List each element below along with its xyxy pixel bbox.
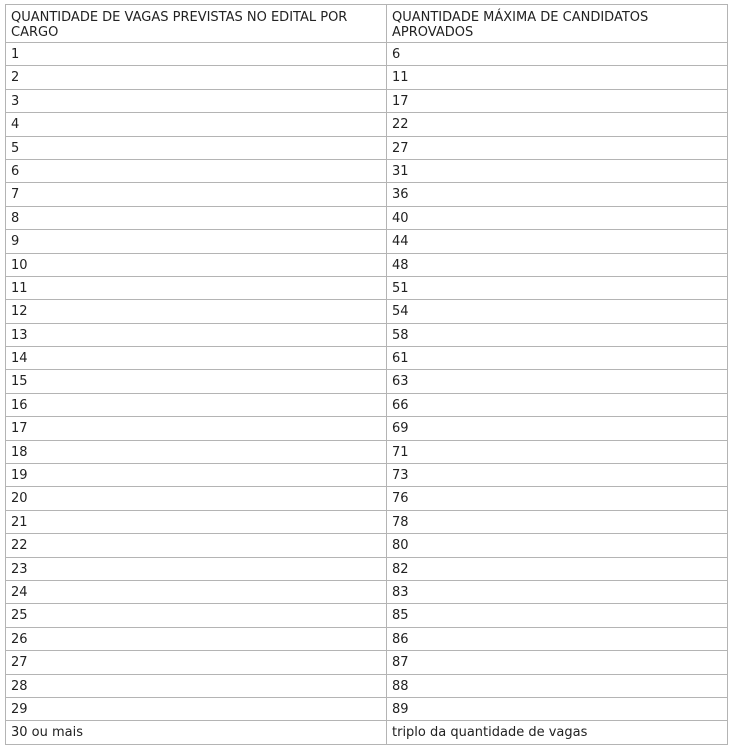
cell-vagas: 24 (6, 580, 387, 603)
table-row (6, 43, 728, 66)
cell-vagas: 29 (6, 697, 387, 720)
vagas-table (5, 4, 728, 745)
cell-vagas: 13 (6, 323, 387, 346)
table-row (6, 487, 728, 510)
cell-vagas: 16 (6, 393, 387, 416)
table-row (6, 136, 728, 159)
cell-vagas: 30 ou mais (6, 721, 387, 744)
cell-vagas: 3 (6, 89, 387, 112)
cell-vagas: 7 (6, 183, 387, 206)
cell-max-aprovados: 36 (387, 183, 728, 206)
cell-vagas: 19 (6, 464, 387, 487)
table-row (6, 651, 728, 674)
cell-max-aprovados: 89 (387, 697, 728, 720)
table-row (6, 113, 728, 136)
table-row (6, 510, 728, 533)
table-row (6, 230, 728, 253)
cell-max-aprovados: 6 (387, 43, 728, 66)
cell-max-aprovados: 40 (387, 206, 728, 229)
cell-max-aprovados: 82 (387, 557, 728, 580)
cell-max-aprovados: 85 (387, 604, 728, 627)
cell-max-aprovados: 88 (387, 674, 728, 697)
cell-max-aprovados: 87 (387, 651, 728, 674)
table-row (6, 206, 728, 229)
table-header (6, 5, 728, 43)
table-container (5, 4, 728, 745)
cell-max-aprovados: 66 (387, 393, 728, 416)
cell-vagas: 18 (6, 440, 387, 463)
cell-max-aprovados: 73 (387, 464, 728, 487)
cell-vagas: 6 (6, 159, 387, 182)
header-maximo-aprovados: QUANTIDADE MÁXIMA DE CANDIDATOS APROVADOS (387, 5, 728, 43)
cell-max-aprovados: triplo da quantidade de vagas (387, 721, 728, 744)
cell-vagas: 15 (6, 370, 387, 393)
table-row (6, 393, 728, 416)
table-row (6, 417, 728, 440)
table-row (6, 580, 728, 603)
cell-vagas: 17 (6, 417, 387, 440)
table-row (6, 557, 728, 580)
cell-vagas: 9 (6, 230, 387, 253)
cell-max-aprovados: 71 (387, 440, 728, 463)
cell-vagas: 1 (6, 43, 387, 66)
table-row (6, 66, 728, 89)
table-row (6, 300, 728, 323)
cell-max-aprovados: 61 (387, 347, 728, 370)
table-row (6, 697, 728, 720)
table-row (6, 674, 728, 697)
cell-max-aprovados: 63 (387, 370, 728, 393)
table-row (6, 604, 728, 627)
cell-max-aprovados: 76 (387, 487, 728, 510)
header-vagas-previstas: QUANTIDADE DE VAGAS PREVISTAS NO EDITAL POR CARGO (6, 5, 387, 43)
cell-max-aprovados: 17 (387, 89, 728, 112)
header-row (6, 5, 728, 43)
table-row (6, 253, 728, 276)
table-row (6, 464, 728, 487)
cell-max-aprovados: 86 (387, 627, 728, 650)
cell-vagas: 4 (6, 113, 387, 136)
cell-max-aprovados: 48 (387, 253, 728, 276)
cell-max-aprovados: 80 (387, 534, 728, 557)
cell-max-aprovados: 78 (387, 510, 728, 533)
cell-max-aprovados: 51 (387, 276, 728, 299)
cell-vagas: 26 (6, 627, 387, 650)
table-row (6, 276, 728, 299)
cell-vagas: 23 (6, 557, 387, 580)
table-row (6, 183, 728, 206)
table-row (6, 627, 728, 650)
cell-vagas: 5 (6, 136, 387, 159)
table-row (6, 370, 728, 393)
cell-max-aprovados: 44 (387, 230, 728, 253)
table-row (6, 89, 728, 112)
cell-vagas: 14 (6, 347, 387, 370)
cell-vagas: 10 (6, 253, 387, 276)
cell-max-aprovados: 31 (387, 159, 728, 182)
table-row (6, 159, 728, 182)
cell-max-aprovados: 22 (387, 113, 728, 136)
cell-vagas: 12 (6, 300, 387, 323)
cell-max-aprovados: 27 (387, 136, 728, 159)
cell-vagas: 21 (6, 510, 387, 533)
table-row (6, 440, 728, 463)
table-body (6, 43, 728, 745)
cell-max-aprovados: 11 (387, 66, 728, 89)
cell-max-aprovados: 54 (387, 300, 728, 323)
cell-vagas: 27 (6, 651, 387, 674)
cell-max-aprovados: 83 (387, 580, 728, 603)
cell-vagas: 22 (6, 534, 387, 557)
cell-max-aprovados: 58 (387, 323, 728, 346)
cell-vagas: 28 (6, 674, 387, 697)
table-row (6, 721, 728, 744)
cell-vagas: 20 (6, 487, 387, 510)
table-row (6, 347, 728, 370)
cell-vagas: 11 (6, 276, 387, 299)
cell-vagas: 2 (6, 66, 387, 89)
cell-max-aprovados: 69 (387, 417, 728, 440)
cell-vagas: 25 (6, 604, 387, 627)
table-row (6, 534, 728, 557)
table-row (6, 323, 728, 346)
cell-vagas: 8 (6, 206, 387, 229)
